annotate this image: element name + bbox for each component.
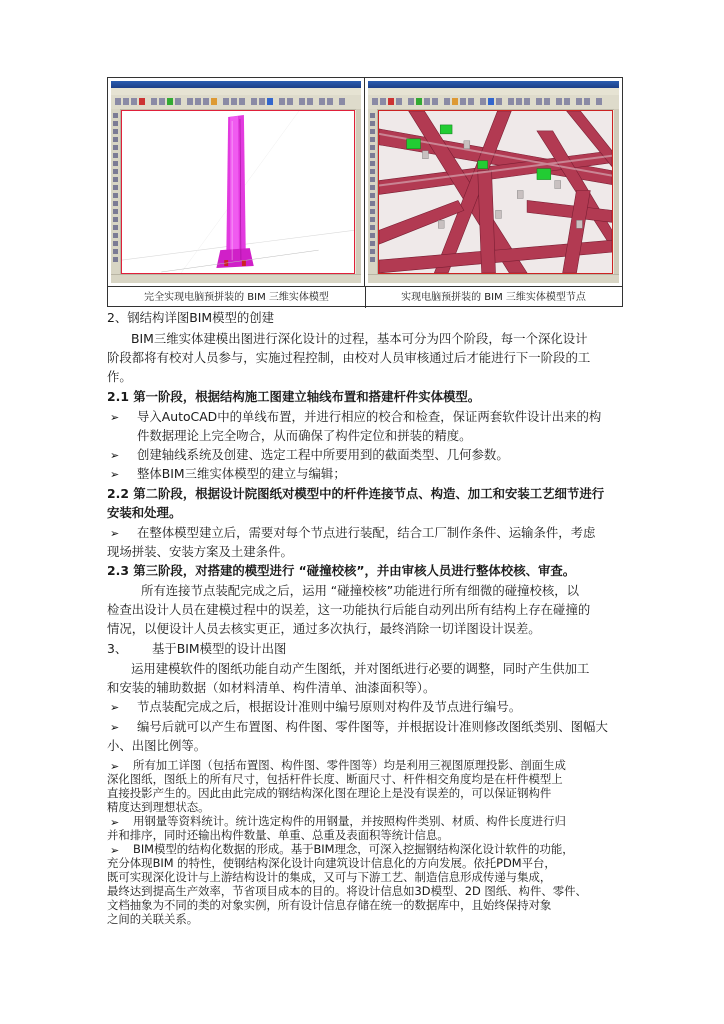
bullet-arrow-icon: ➢: [110, 468, 120, 481]
bullet-arrow-icon: ➢: [110, 760, 120, 773]
bullet-arrow-icon: ➢: [110, 449, 120, 462]
paragraph-line: 创建轴线系统及创建、选定工程中所要用到的截面类型、几何参数。: [137, 447, 509, 462]
subsection-heading-2-2-cont: 安装和处理。: [107, 505, 182, 520]
node-model-viewport: [378, 110, 613, 274]
bullet-arrow-icon: ➢: [110, 411, 120, 424]
node-model-image: [379, 111, 612, 273]
cad-titlebar: [368, 81, 619, 88]
paragraph-line: 并和排序，同时还输出构件数量、单重、总重及表面积等统计信息。: [107, 828, 449, 842]
cad-window-screenshot: [111, 81, 361, 283]
paragraph-line: 之间的关联关系。: [107, 912, 199, 926]
paragraph-line: 情况，以便设计人员去核实更正，通过多次执行，最终消除一切详图设计误差。: [107, 621, 541, 636]
bullet-arrow-icon: ➢: [110, 721, 120, 734]
paragraph-line: 文档抽象为不同的类的对象实例，所有设计信息存储在统一的数据库中，且始终保持对象: [107, 898, 552, 912]
bullet-arrow-icon: ➢: [110, 527, 120, 540]
subsection-heading-2-3: 2.3 第三阶段，对搭建的模型进行 “碰撞校核”，并由审核人员进行整体校核、审查。: [107, 563, 576, 578]
cad-scrollbar: [356, 109, 361, 275]
cad-statusbar: [111, 274, 361, 283]
section-heading-3: 基于BIM模型的设计出图: [152, 641, 287, 656]
paragraph-line: BIM三维实体建模出图进行深化设计的过程，基本可分为四个阶段，每一个深化设计: [131, 331, 588, 346]
paragraph-line: 作。: [107, 369, 132, 384]
subsection-heading-2-2: 2.2 第二阶段，根据设计院图纸对模型中的杆件连接节点、构造、加工和安装工艺细节进行: [107, 486, 605, 501]
paragraph-line: 最终达到提高生产效率，节省项目成本的目的。将设计信息如3D模型、2D 图纸、构件、零件、: [107, 884, 587, 898]
figure-table: [107, 77, 623, 307]
paragraph-line: 件数据理论上完全吻合，从而确保了构件定位和拼装的精度。: [137, 428, 472, 443]
paragraph-line: 和安装的辅助数据（如材料清单、构件清单、油漆面积等）。: [107, 680, 436, 695]
cad-toolbar: [368, 95, 619, 110]
paragraph-line: 充分体现BIM 的特性，使钢结构深化设计向建筑设计信息化的方向发展。依托PDM平台，: [107, 856, 556, 870]
paragraph-line: 用钢量等资料统计。统计选定构件的用钢量，并按照构件类别、材质、构件长度进行归: [133, 814, 566, 828]
paragraph-line: 所有连接节点装配完成之后，运用 “碰撞校核”功能进行所有细微的碰撞校核，以: [141, 583, 580, 598]
cad-left-toolbar: [111, 109, 121, 275]
section-number-3: 3、: [107, 641, 128, 656]
bullet-arrow-icon: ➢: [110, 844, 120, 857]
paragraph-line: 编号后就可以产生布置图、构件图、零件图等，并根据设计准则修改图纸类别、图幅大: [137, 719, 608, 734]
paragraph-line: 既可实现深化设计与上游结构设计的集成，又可与下游工艺、制造信息形成传递与集成，: [107, 870, 552, 884]
paragraph-line: 精度达到理想状态。: [107, 800, 210, 814]
cad-left-toolbar: [368, 109, 378, 275]
bullet-arrow-icon: ➢: [110, 701, 120, 714]
figure-caption-right: 实现电脑预拼装的 BIM 三维实体模型节点: [401, 292, 586, 303]
paragraph-line: 在整体模型建立后，需要对每个节点进行装配，结合工厂制作条件、运输条件，考虑: [137, 525, 596, 540]
cad-titlebar: [111, 81, 361, 88]
paragraph-line: BIM模型的结构化数据的形成。基于BIM理念，可深入挖掘钢结构深化设计软件的功能，: [133, 842, 574, 856]
tower-model-viewport: [121, 110, 355, 274]
subsection-heading-2-1: 2.1 第一阶段，根据结构施工图建立轴线布置和搭建杆件实体模型。: [107, 389, 481, 404]
paragraph-line: 节点装配完成之后，根据设计准则中编号原则对构件及节点进行编号。: [137, 699, 522, 714]
cad-scrollbar: [614, 109, 619, 275]
figure-caption-left: 完全实现电脑预拼装的 BIM 三维实体模型: [108, 287, 366, 308]
section-heading-2: 2、钢结构详图BIM模型的创建: [107, 310, 275, 325]
paragraph-line: 运用建模软件的图纸功能自动产生图纸，并对图纸进行必要的调整，同时产生供加工: [131, 661, 590, 676]
figure-cell-tower: [108, 78, 365, 286]
paragraph-line: 深化图纸，图纸上的所有尺寸，包括杆件长度、断面尺寸、杆件相交角度均是在杆件模型上: [107, 772, 563, 786]
paragraph-line: 阶段都将有校对人员参与，实施过程控制，由校对人员审核通过后才能进行下一阶段的工: [107, 350, 591, 365]
figure-cell-node: [365, 78, 622, 286]
tower-model-image: [122, 111, 354, 273]
cad-statusbar: [368, 274, 619, 283]
cad-toolbar: [111, 95, 361, 110]
paragraph-line: 整体BIM三维实体模型的建立与编辑；: [137, 466, 346, 481]
paragraph-line: 直接投影产生的。因此由此完成的钢结构深化图在理论上是没有误差的，可以保证钢构件: [107, 786, 552, 800]
paragraph-line: 小、出图比例等。: [107, 738, 207, 753]
paragraph-line: 现场拼装、安装方案及土建条件。: [107, 544, 293, 559]
cad-window-screenshot: [368, 81, 619, 283]
paragraph-line: 导入AutoCAD中的单线布置，并进行相应的校合和检查，保证两套软件设计出来的构: [137, 409, 602, 424]
caption-row: [108, 286, 622, 308]
paragraph-line: 所有加工详图（包括布置图、构件图、零件图等）均是利用三视图原理投影、剖面生成: [133, 758, 566, 772]
paragraph-line: 检查出设计人员在建模过程中的误差，这一功能执行后能自动列出所有结构上存在碰撞的: [107, 602, 591, 617]
bullet-arrow-icon: ➢: [110, 816, 120, 829]
